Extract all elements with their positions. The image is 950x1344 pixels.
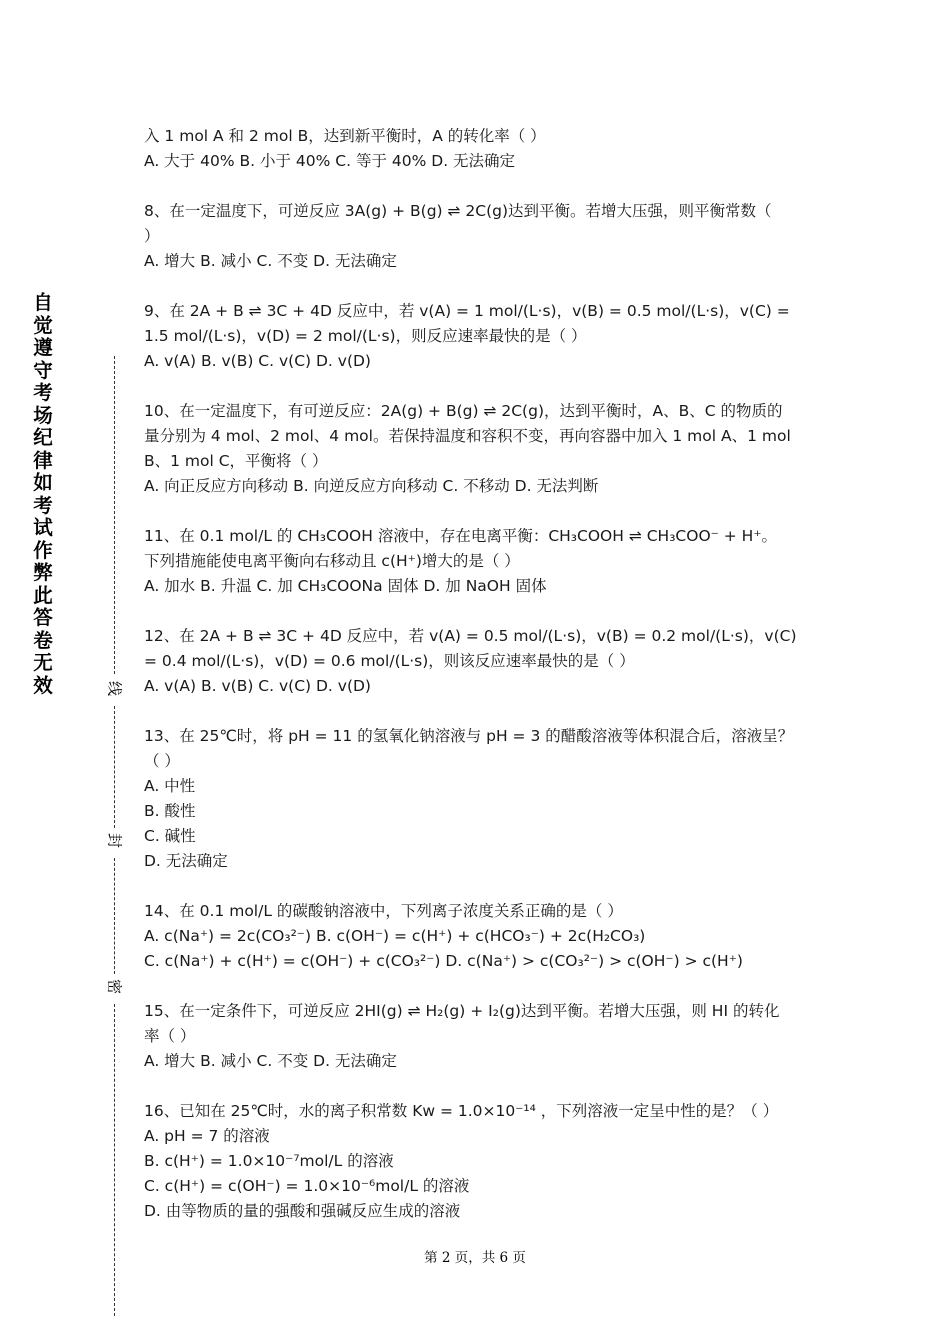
option-d: D. 由等物质的量的强酸和强碱反应生成的溶液 bbox=[144, 1202, 461, 1220]
question-options: A. v(A) B. v(B) C. v(C) D. v(D) bbox=[144, 352, 371, 370]
exam-discipline-notice: 自觉遵守考场纪律如考试作弊此答卷无效 bbox=[33, 291, 53, 697]
question-options: C. c(Na⁺) + c(H⁺) = c(OH⁻) + c(CO₃²⁻) D. c(Na⁺) > c(CO₃²⁻) > c(OH⁻) > c(H⁺) bbox=[144, 952, 743, 970]
question-9 bbox=[144, 299, 820, 374]
option-a: A. pH = 7 的溶液 bbox=[144, 1127, 270, 1145]
question-stem: 10、在一定温度下，有可逆反应：2A(g) + B(g) ⇌ 2C(g)，达到平衡时，A、B、C 的物质的 bbox=[144, 402, 783, 420]
question-line: 入 1 mol A 和 2 mol B，达到新平衡时，A 的转化率（ ） bbox=[144, 127, 546, 145]
question-13 bbox=[144, 724, 820, 874]
question-stem: 率（ ） bbox=[144, 1027, 196, 1045]
option-c: C. c(H⁺) = c(OH⁻) = 1.0×10⁻⁶mol/L 的溶液 bbox=[144, 1177, 470, 1195]
question-stem: 8、在一定温度下，可逆反应 3A(g) + B(g) ⇌ 2C(g)达到平衡。若增大压强，则平衡常数（ bbox=[144, 202, 772, 220]
option-a: A. 中性 bbox=[144, 777, 196, 795]
question-stem: 下列措施能使电离平衡向右移动且 c(H⁺)增大的是（ ） bbox=[144, 552, 520, 570]
question-stem: 12、在 2A + B ⇌ 3C + 4D 反应中，若 v(A) = 0.5 mol/(L·s)，v(B) = 0.2 mol/(L·s)，v(C) bbox=[144, 627, 797, 645]
question-stem: 15、在一定条件下，可逆反应 2HI(g) ⇌ H₂(g) + I₂(g)达到平衡。若增大压强，则 HI 的转化 bbox=[144, 1002, 780, 1020]
binding-line-segment bbox=[114, 1004, 115, 1316]
question-options: A. 大于 40% B. 小于 40% C. 等于 40% D. 无法确定 bbox=[144, 152, 516, 170]
question-list bbox=[144, 124, 820, 1249]
question-16 bbox=[144, 1099, 820, 1224]
question-options: A. 加水 B. 升温 C. 加 CH₃COONa 固体 D. 加 NaOH 固体 bbox=[144, 577, 547, 595]
question-stem: 11、在 0.1 mol/L 的 CH₃COOH 溶液中，存在电离平衡：CH₃COOH ⇌ CH₃COO⁻ + H⁺。 bbox=[144, 527, 778, 545]
seal-char-mi: 密 bbox=[105, 976, 126, 998]
option-b: B. c(H⁺) = 1.0×10⁻⁷mol/L 的溶液 bbox=[144, 1152, 394, 1170]
question-options: A. 增大 B. 减小 C. 不变 D. 无法确定 bbox=[144, 252, 397, 270]
page-number: 第 2 页，共 6 页 bbox=[424, 1250, 526, 1266]
question-stem: 14、在 0.1 mol/L 的碳酸钠溶液中，下列离子浓度关系正确的是（ ） bbox=[144, 902, 623, 920]
question-stem: ） bbox=[144, 227, 160, 245]
question-7-continuation bbox=[144, 124, 820, 174]
question-8 bbox=[144, 199, 820, 274]
question-stem: B、1 mol C，平衡将（ ） bbox=[144, 452, 328, 470]
question-options: A. 向正反应方向移动 B. 向逆反应方向移动 C. 不移动 D. 无法判断 bbox=[144, 477, 599, 495]
question-options: A. 增大 B. 减小 C. 不变 D. 无法确定 bbox=[144, 1052, 397, 1070]
question-10 bbox=[144, 399, 820, 499]
question-14 bbox=[144, 899, 820, 974]
binding-line-segment bbox=[114, 706, 115, 828]
option-b: B. 酸性 bbox=[144, 802, 196, 820]
question-stem: 量分别为 4 mol、2 mol、4 mol。若保持温度和容积不变，再向容器中加入 1 mol A、1 mol bbox=[144, 427, 791, 445]
question-options: A. v(A) B. v(B) C. v(C) D. v(D) bbox=[144, 677, 371, 695]
question-stem: = 0.4 mol/(L·s)，v(D) = 0.6 mol/(L·s)，则该反应速率最快的是（ ） bbox=[144, 652, 635, 670]
question-stem: 9、在 2A + B ⇌ 3C + 4D 反应中，若 v(A) = 1 mol/(L·s)，v(B) = 0.5 mol/(L·s)，v(C) = bbox=[144, 302, 790, 320]
binding-line-segment bbox=[114, 356, 115, 674]
question-stem: 13、在 25℃时，将 pH = 11 的氢氧化钠溶液与 pH = 3 的醋酸溶液等体积混合后，溶液呈？ bbox=[144, 727, 794, 745]
question-options: A. c(Na⁺) = 2c(CO₃²⁻) B. c(OH⁻) = c(H⁺) + c(HCO₃⁻) + 2c(H₂CO₃) bbox=[144, 927, 646, 945]
binding-line-segment bbox=[114, 858, 115, 974]
question-12 bbox=[144, 624, 820, 699]
question-stem: 1.5 mol/(L·s)，v(D) = 2 mol/(L·s)，则反应速率最快的是（ ） bbox=[144, 327, 587, 345]
seal-char-feng: 封 bbox=[105, 830, 126, 852]
question-stem: 16、已知在 25℃时，水的离子积常数 Kw = 1.0×10⁻¹⁴ ，下列溶液一定呈中性的是？（ ） bbox=[144, 1102, 779, 1120]
option-c: C. 碱性 bbox=[144, 827, 196, 845]
question-11 bbox=[144, 524, 820, 599]
seal-char-xian: 线 bbox=[105, 678, 126, 700]
question-15 bbox=[144, 999, 820, 1074]
option-d: D. 无法确定 bbox=[144, 852, 228, 870]
question-stem: （ ） bbox=[144, 752, 180, 770]
